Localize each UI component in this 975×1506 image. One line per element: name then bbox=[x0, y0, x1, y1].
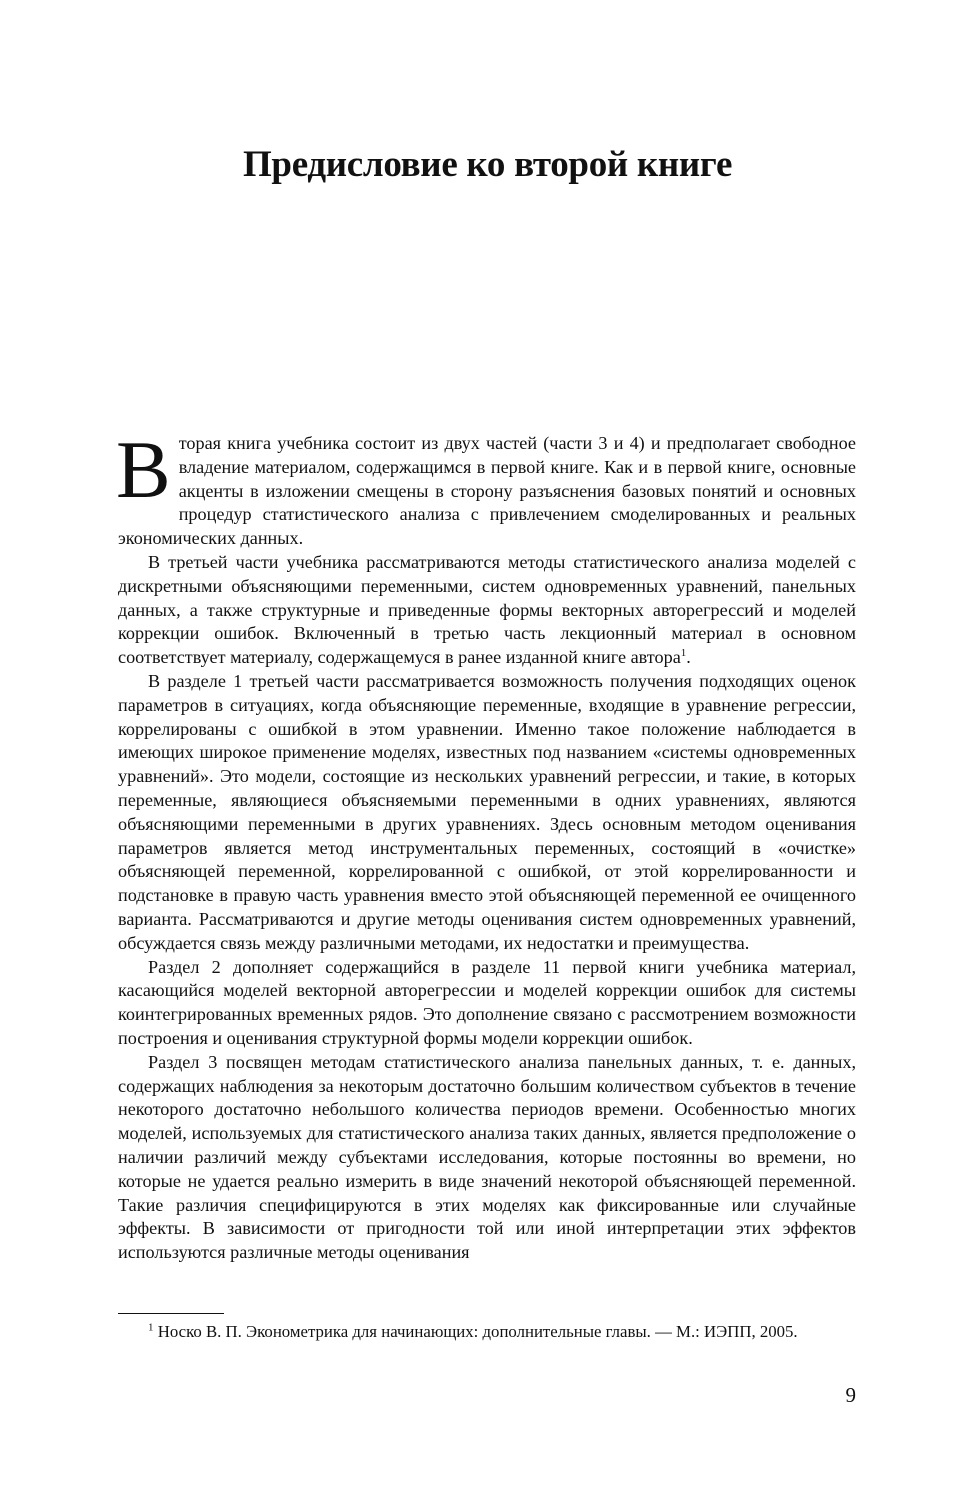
paragraph-5 bbox=[118, 1051, 856, 1265]
paragraph-3 bbox=[118, 670, 856, 956]
paragraph-3-text: В разделе 1 третьей части рассматривается возможность получения подходящих оценок параметров в ситуациях, когда объясняющие переменные, входящие в уравнение регрессии, коррелированы с ошибкой в этом уравнении. Именно такое положение наблюдается в имеющих широкое применение моделях, известных под названием «системы одновременных уравнений». Это модели, состоящие из нескольких уравнений регрессии, и такие, в которых переменные, являющиеся объясняемыми переменными в одних уравнениях, являются объясняющими переменными в других уравнениях. Здесь основным методом оценивания параметров является метод инструментальных переменных, состоящий в «очистке» объясняющей переменной, коррелированной с ошибкой, от этой коррелированности и подстановке в правую часть уравнения вместо этой объясняющей переменной ее очищенного варианта. Рассматриваются и другие методы оценивания систем одновременных уравнений, обсуждается связь между различными методами, их недостатки и преимущества. bbox=[118, 670, 856, 953]
paragraph-4-text: Раздел 2 дополняет содержащийся в разделе 11 первой книги учебника материал, касающийся моделей векторной авторегрессии и моделей коррекции ошибок для системы коинтегрированных временных рядов. Это дополнение связано с рассмотрением возможности построения и оценивания структурной формы модели коррекции ошибок. bbox=[118, 956, 856, 1048]
footnote bbox=[118, 1321, 856, 1343]
paragraph-1 bbox=[116, 424, 856, 551]
paragraph-2 bbox=[118, 551, 856, 670]
footnote-text: Носко В. П. Эконометрика для начинающих: дополнительные главы. — М.: ИЭПП, 2005. bbox=[153, 1322, 798, 1341]
drop-cap: В bbox=[116, 424, 171, 515]
paragraph-2-text: В третьей части учебника рассматриваются методы статистического анализа моделей с дискретными объясняющими переменными, систем одновременных уравнений, панельных данных, а также структурные и приведенные формы векторных авторегрессий и моделей коррекции ошибок. Включенный в третью часть лекционный материал в основном соответствует материалу, содержащемуся в ранее изданной книге автора bbox=[118, 551, 856, 668]
paragraph-1-text: торая книга учебника состоит из двух частей (части 3 и 4) и предполагает свободное владение материалом, содержащимся в первой книге. Как и в первой книге, основные акценты в изложении смещены в сторону разъяснения базовых понятий и основных процедур статистического анализа с привлечением смоделированных и реальных экономических данных. bbox=[118, 433, 856, 549]
page-number: 9 bbox=[845, 1383, 856, 1407]
paragraph-2-tail: . bbox=[686, 647, 691, 668]
footnote-reference[interactable]: 1 bbox=[680, 647, 687, 660]
footnote-mark: 1 bbox=[148, 1321, 154, 1334]
footnote-divider bbox=[118, 1313, 224, 1314]
page-title: Предисловие ко второй книге bbox=[242, 144, 733, 185]
main-text bbox=[116, 424, 856, 1265]
paragraph-5-text: Раздел 3 посвящен методам статистического анализа панельных данных, т. е. данных, содержащих наблюдения за некоторым достаточно большим количеством субъектов в течение некоторого достаточно небольшого количества периодов времени. Особенностью многих моделей, используемых для статистического анализа таких данных, является предположение о наличии различий между субъектами исследования, которые постоянны во времени, но которые не удается реально измерить в виде значений некоторой объясняющей переменной. Такие различия специфицируются в этих моделях как фиксированные или случайные эффекты. В зависимости от пригодности той или иной интерпретации этих эффектов используются различные методы оценивания bbox=[118, 1051, 856, 1263]
paragraph-4 bbox=[118, 956, 856, 1051]
